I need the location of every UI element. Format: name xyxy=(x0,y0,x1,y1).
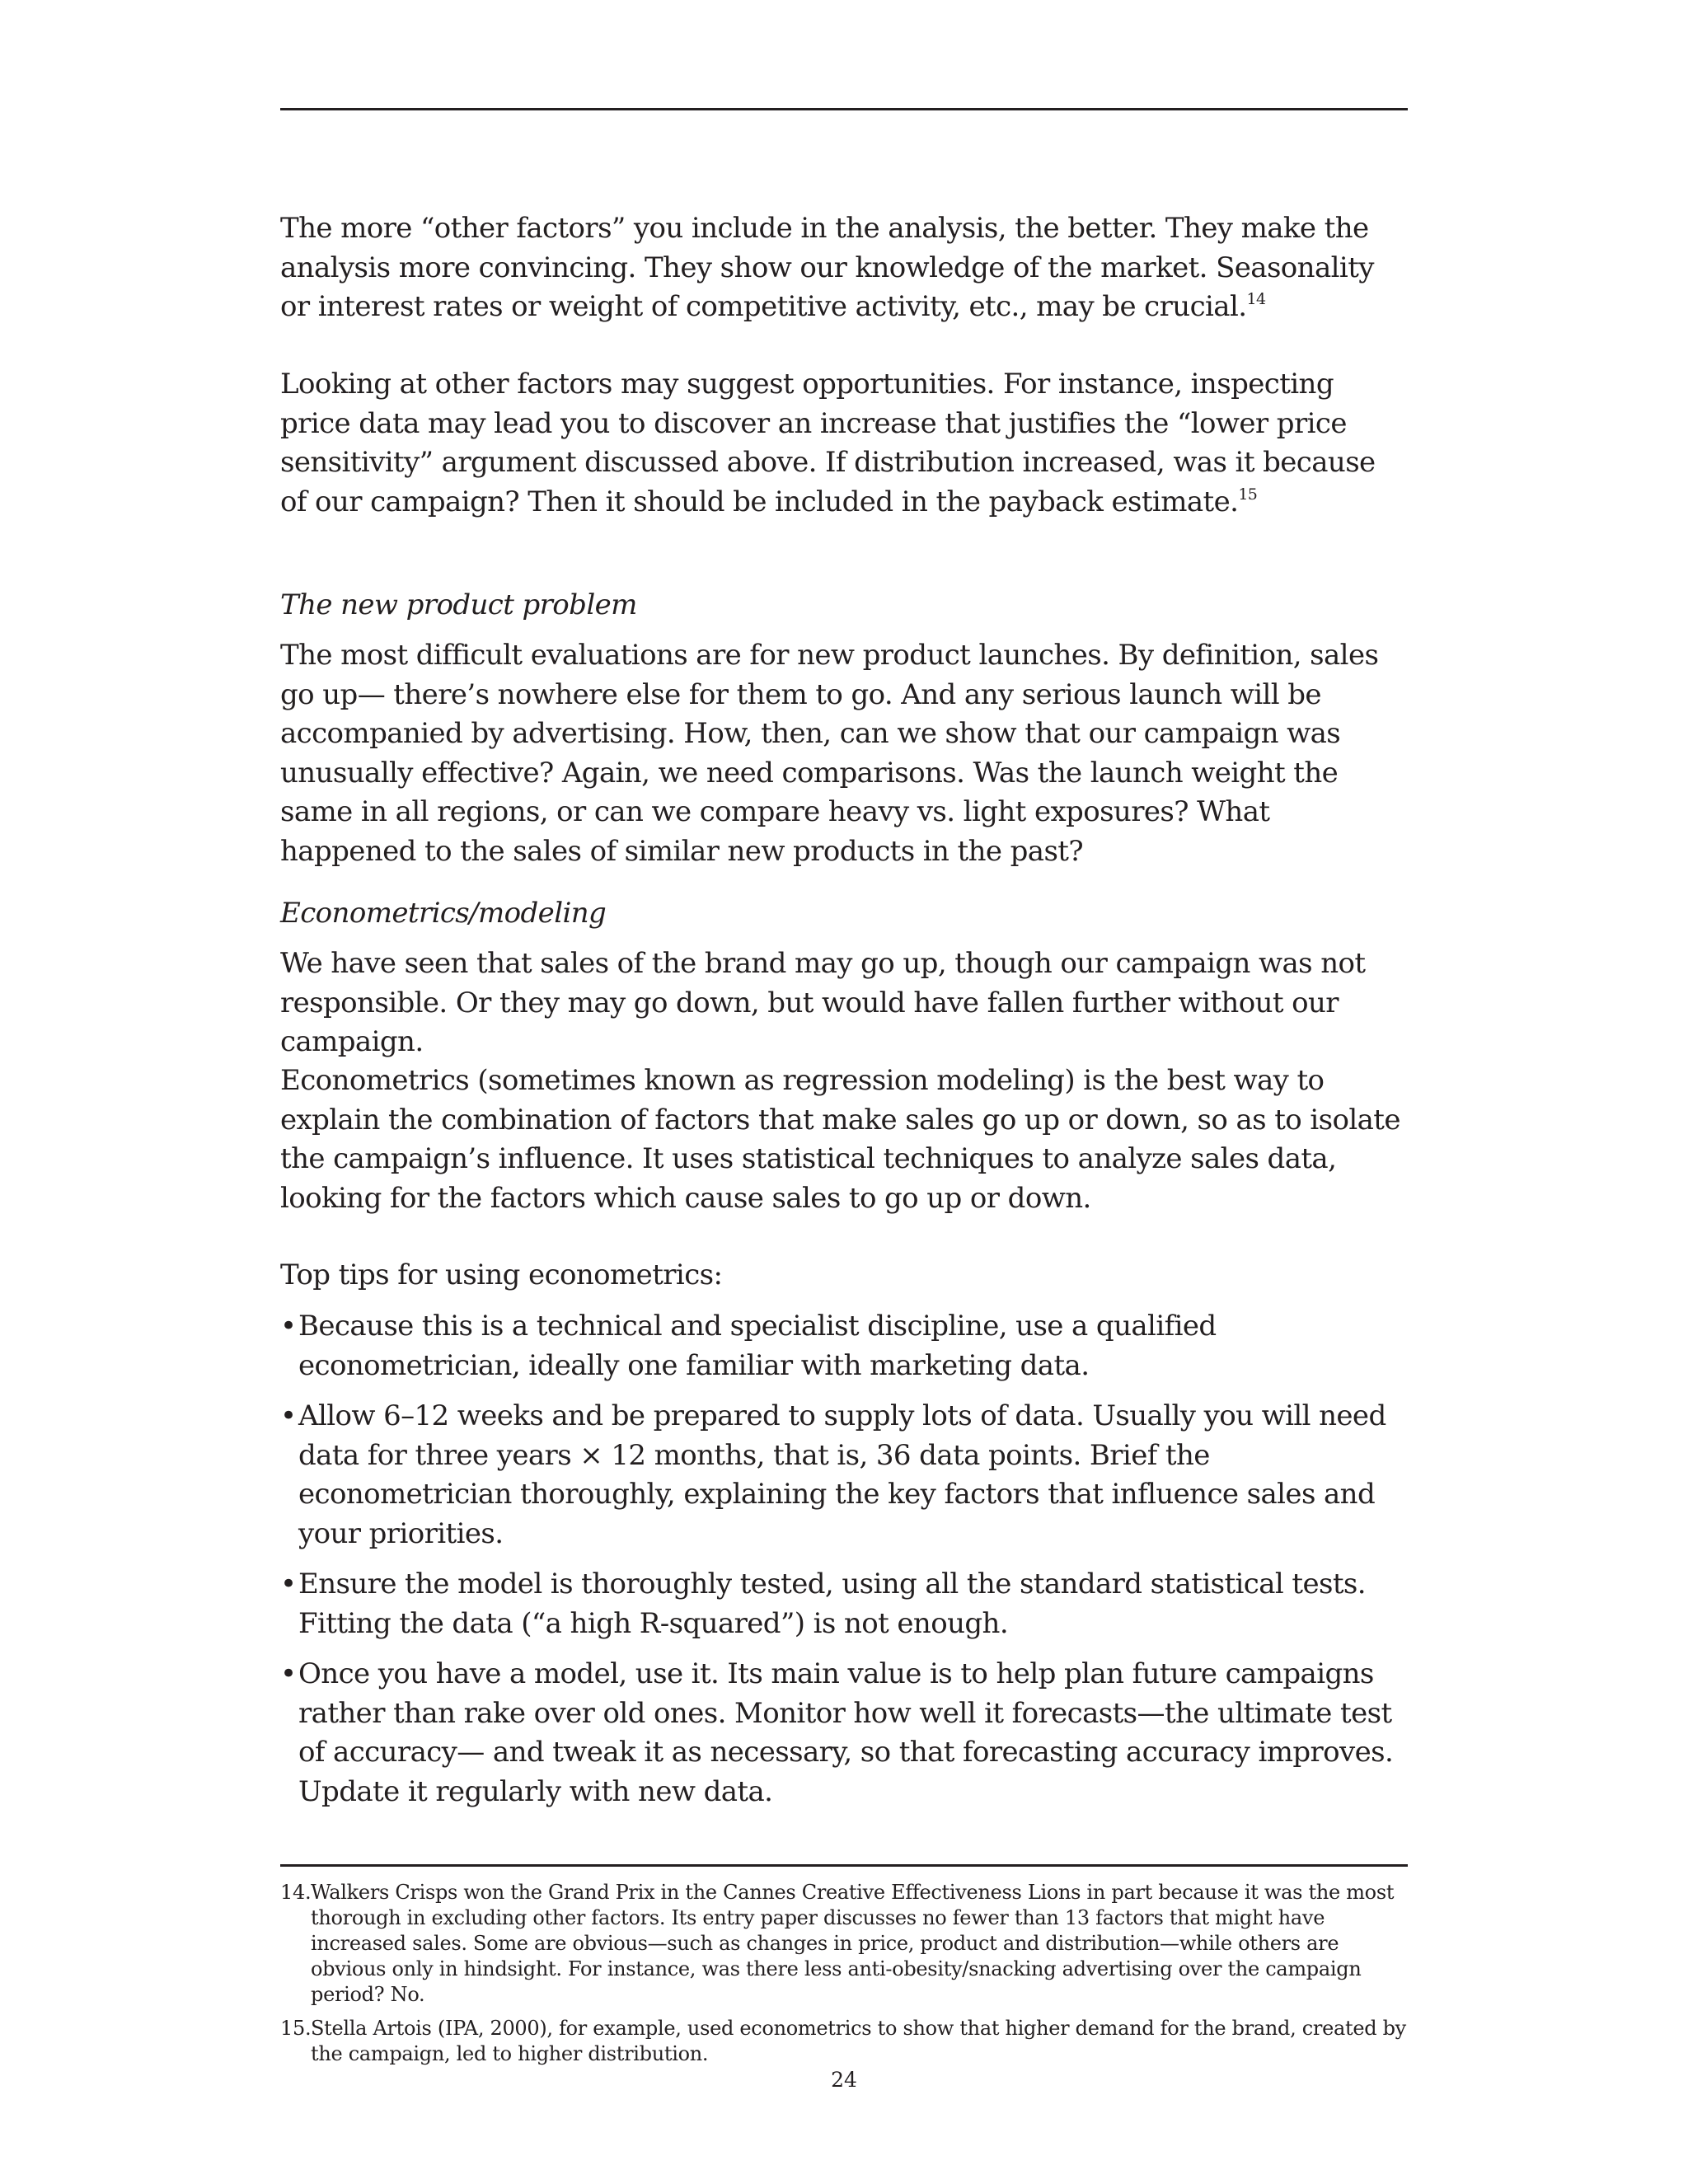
footnote-ref-14[interactable]: 14 xyxy=(1246,290,1266,308)
footnote-number: 15. xyxy=(280,2017,312,2040)
footnote-text: Stella Artois (IPA, 2000), for example, used econometrics to show that higher demand for the brand, created by the campaign, led to higher distribution. xyxy=(311,2017,1406,2065)
list-item-text: Allow 6–12 weeks and be prepared to supply lots of data. Usually you will need data for three years × 12 months, that is, 36 data points. Brief the econometrician thoroughly, explaining the key factors that influence sales and your priorities. xyxy=(298,1399,1386,1550)
footnote-15 xyxy=(280,2016,1408,2067)
footnote-number: 14. xyxy=(280,1881,312,1904)
tips-list xyxy=(280,1307,1408,1811)
footnote-ref-15[interactable]: 15 xyxy=(1238,485,1258,504)
bullet-marker: • xyxy=(280,1568,297,1601)
bullet-marker: • xyxy=(280,1399,297,1432)
list-item xyxy=(280,1655,1408,1811)
footnote-text: Walkers Crisps won the Grand Prix in the Cannes Creative Effectiveness Lions in part because it was the most thorough in excluding other factors. Its entry paper discusses no fewer than 13 factors that might have increased sales. Some are obvious—such as changes in price, product and distribution—while others are obvious only in hindsight. For instance, was there less anti-obesity/snacking advertising over the campaign period? No. xyxy=(311,1881,1395,2006)
paragraph-opportunities xyxy=(280,365,1408,522)
footnote-rule xyxy=(280,1864,1408,1867)
footnote-14 xyxy=(280,1880,1408,2008)
paragraph-econometrics-definition: Econometrics (sometimes known as regression modeling) is the best way to explain the combination of factors that make sales go up or down, so as to isolate the campaign’s influence. It uses statistical techniques to analyze sales data, looking for the factors which cause sales to go up or down. xyxy=(280,1064,1400,1215)
paragraph-brand-sales: We have seen that sales of the brand may go up, though our campaign was not responsible. Or they may go down, but would have fallen further without our campaign. xyxy=(280,947,1366,1058)
list-item-text: Because this is a technical and specialist discipline, use a qualified econometrician, ideally one familiar with marketing data. xyxy=(298,1310,1217,1382)
paragraph-text: The more “other factors” you include in the analysis, the better. They make the analysis more convincing. They show our knowledge of the market. Seasonality or interest rates or weight of competitive activity, etc., may be crucial. xyxy=(280,212,1374,323)
bullet-marker: • xyxy=(280,1657,297,1690)
paragraph-top-tips: Top tips for using econometrics: xyxy=(280,1258,723,1291)
section-heading-new-product: The new product problem xyxy=(280,588,637,621)
list-item-text: Once you have a model, use it. Its main value is to help plan future campaigns rather than rake over old ones. Monitor how well it forecasts—the ultimate test of accuracy— and tweak it as necessary, so that forecasting accuracy improves. Update it regularly with new data. xyxy=(298,1657,1394,1808)
list-item-text: Ensure the model is thoroughly tested, using all the standard statistical tests. Fitting the data (“a high R-squared”) is not enough. xyxy=(298,1568,1366,1640)
paragraph-other-factors xyxy=(280,209,1408,327)
page-number: 24 xyxy=(831,2068,857,2092)
bullet-marker: • xyxy=(280,1310,297,1343)
list-item xyxy=(280,1565,1408,1643)
paragraph-new-product: The most difficult evaluations are for new product launches. By definition, sales go up— there’s nowhere else for them to go. And any serious launch will be accompanied by advertising. How, then, can we show that our campaign was unusually effective? Again, we need comparisons. Was the launch weight the same in all regions, or can we compare heavy vs. light exposures? What happened to the sales of similar new products in the past? xyxy=(280,639,1379,868)
paragraph-text: Looking at other factors may suggest opportunities. For instance, inspecting price data may lead you to discover an increase that justifies the “lower price sensitivity” argument discussed above. If distribution increased, was it because of our campaign? Then it should be included in the payback estimate. xyxy=(280,368,1376,518)
header-rule xyxy=(280,108,1408,110)
section-heading-econometrics: Econometrics/modeling xyxy=(280,897,607,930)
footnotes xyxy=(280,1880,1408,2067)
list-item xyxy=(280,1307,1408,1385)
list-item xyxy=(280,1397,1408,1554)
